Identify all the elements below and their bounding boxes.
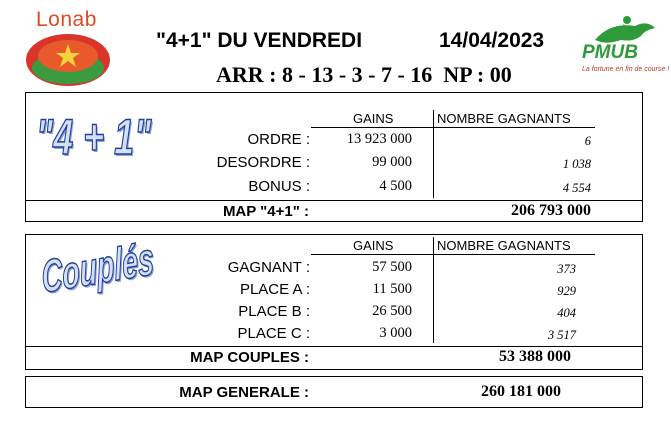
row-label: PLACE C : (237, 325, 310, 342)
divider (25, 346, 643, 347)
col-header-winners: NOMBRE GAGNANTS (437, 111, 571, 126)
column-separator (433, 110, 434, 198)
row-label: GAGNANT : (227, 259, 310, 276)
brand-right-text: PMUB (582, 42, 638, 63)
page-title: "4+1" DU VENDREDI (156, 29, 363, 52)
row-winners: 404 (557, 306, 576, 320)
four-plus-one-title-art: "4 + 1" (36, 109, 152, 165)
row-winners: 4 554 (562, 181, 591, 195)
row-label: ORDRE : (247, 131, 310, 148)
map-four-plus-one-label: MAP "4+1" : (222, 203, 309, 220)
arrival-result: ARR : 8 - 13 - 3 - 7 - 16 NP : 00 (216, 62, 512, 87)
row-label: BONUS : (248, 178, 310, 195)
map-couples-value: 53 388 000 (499, 348, 571, 365)
row-winners: 1 038 (562, 157, 591, 171)
row-label: PLACE A : (239, 281, 310, 298)
row-gain: 57 500 (372, 259, 412, 275)
header-underline (311, 254, 595, 255)
col-header-gains: GAINS (353, 238, 394, 253)
header-underline (311, 127, 595, 128)
row-winners: 3 517 (547, 328, 576, 342)
row-winners: 6 (584, 134, 591, 148)
brand-left-text: Lonab (36, 8, 97, 31)
map-four-plus-one-value: 206 793 000 (511, 202, 591, 219)
map-general-value: 260 181 000 (481, 383, 561, 400)
row-gain: 4 500 (379, 178, 412, 194)
row-label: PLACE B : (238, 303, 310, 320)
row-gain: 13 923 000 (346, 131, 412, 147)
couples-title-art: Couplés (40, 232, 156, 303)
row-gain: 3 000 (379, 325, 412, 341)
divider (25, 200, 643, 201)
row-gain: 26 500 (372, 303, 412, 319)
map-couples-label: MAP COUPLES : (190, 349, 309, 366)
column-separator (433, 237, 434, 343)
row-winners: 929 (557, 284, 576, 298)
row-gain: 99 000 (372, 154, 412, 170)
row-gain: 11 500 (372, 281, 412, 297)
row-winners: 373 (557, 262, 576, 276)
map-general-label: MAP GENERALE : (179, 384, 309, 401)
draw-date: 14/04/2023 (439, 29, 545, 52)
col-header-gains: GAINS (353, 111, 394, 126)
row-label: DESORDRE : (216, 154, 310, 171)
col-header-winners: NOMBRE GAGNANTS (437, 238, 571, 253)
brand-right-slogan: La fortune en fin de course ! (582, 66, 670, 73)
